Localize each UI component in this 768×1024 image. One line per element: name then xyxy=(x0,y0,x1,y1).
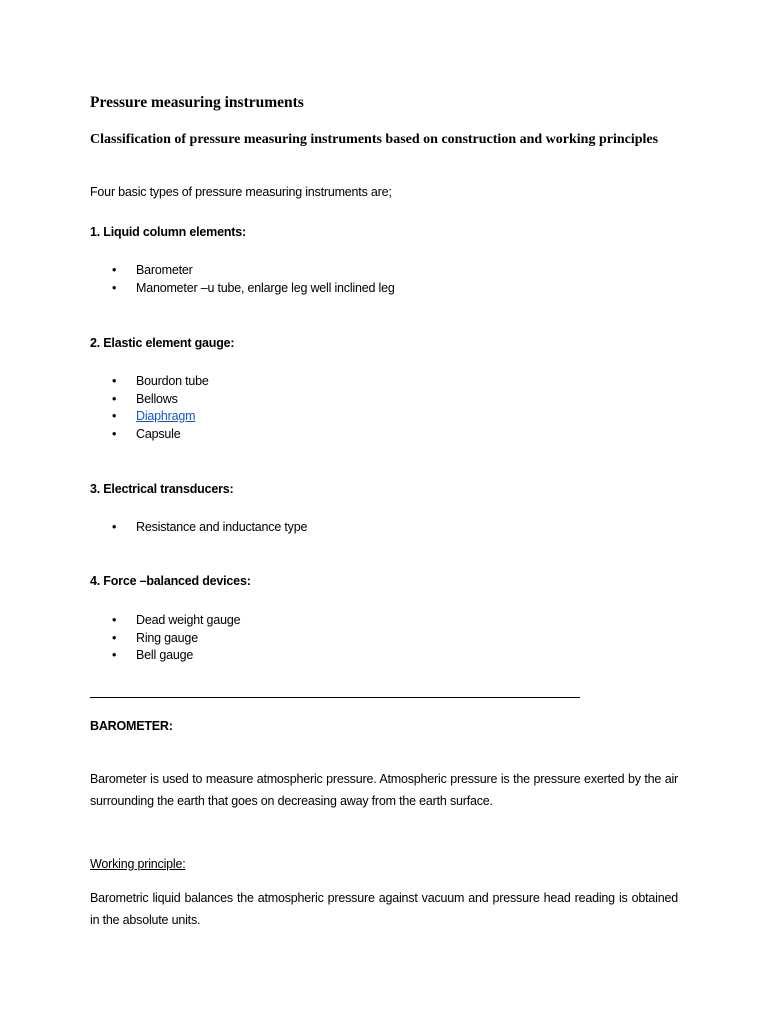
bullet-icon: • xyxy=(112,613,117,627)
bullet-icon: • xyxy=(112,648,117,662)
diaphragm-link[interactable]: Diaphragm xyxy=(136,409,196,423)
list-item: • Bell gauge xyxy=(112,647,240,665)
intro-text: Four basic types of pressure measuring instruments are; xyxy=(90,185,392,199)
section-heading-elastic-element: 2. Elastic element gauge: xyxy=(90,336,235,350)
list-item: • Manometer –u tube, enlarge leg well inclined leg xyxy=(112,280,395,298)
bullet-icon: • xyxy=(112,409,117,423)
bullet-icon: • xyxy=(112,263,117,277)
list-force-balanced xyxy=(112,612,240,665)
barometer-heading: BAROMETER: xyxy=(90,719,173,733)
list-item: • Resistance and inductance type xyxy=(112,519,307,537)
list-item: • Bourdon tube xyxy=(112,373,209,391)
section-heading-electrical-transducers: 3. Electrical transducers: xyxy=(90,482,234,496)
barometer-paragraph: Barometer is used to measure atmospheric pressure. Atmospheric pressure is the pressure exerted by the air surrounding the earth that goes on decreasing away from the earth surface. xyxy=(90,772,678,808)
horizontal-rule xyxy=(90,697,580,698)
working-principle-heading: Working principle: xyxy=(90,857,186,871)
subtitle: Classification of pressure measuring instruments based on construction and working principles xyxy=(90,132,659,147)
bullet-icon: • xyxy=(112,520,117,534)
list-item: • Ring gauge xyxy=(112,630,240,648)
section-heading-liquid-column: 1. Liquid column elements: xyxy=(90,225,246,239)
bullet-icon: • xyxy=(112,280,117,295)
page-title: Pressure measuring instruments xyxy=(90,94,304,111)
bullet-icon: • xyxy=(112,374,117,388)
list-item: • Bellows xyxy=(112,391,209,409)
list-item: • Capsule xyxy=(112,426,209,444)
bullet-icon: • xyxy=(112,630,117,645)
bullet-icon: • xyxy=(112,426,117,441)
list-electrical-transducers xyxy=(112,519,307,537)
bullet-icon: • xyxy=(112,391,117,406)
list-elastic-element xyxy=(112,373,209,443)
list-liquid-column xyxy=(112,262,395,297)
list-item: • Barometer xyxy=(112,262,395,280)
working-principle-paragraph: Barometric liquid balances the atmospheric pressure against vacuum and pressure head reading is obtained in the absolute units. xyxy=(90,891,678,927)
list-item xyxy=(112,408,209,426)
section-heading-force-balanced: 4. Force –balanced devices: xyxy=(90,574,251,588)
list-item: • Dead weight gauge xyxy=(112,612,240,630)
